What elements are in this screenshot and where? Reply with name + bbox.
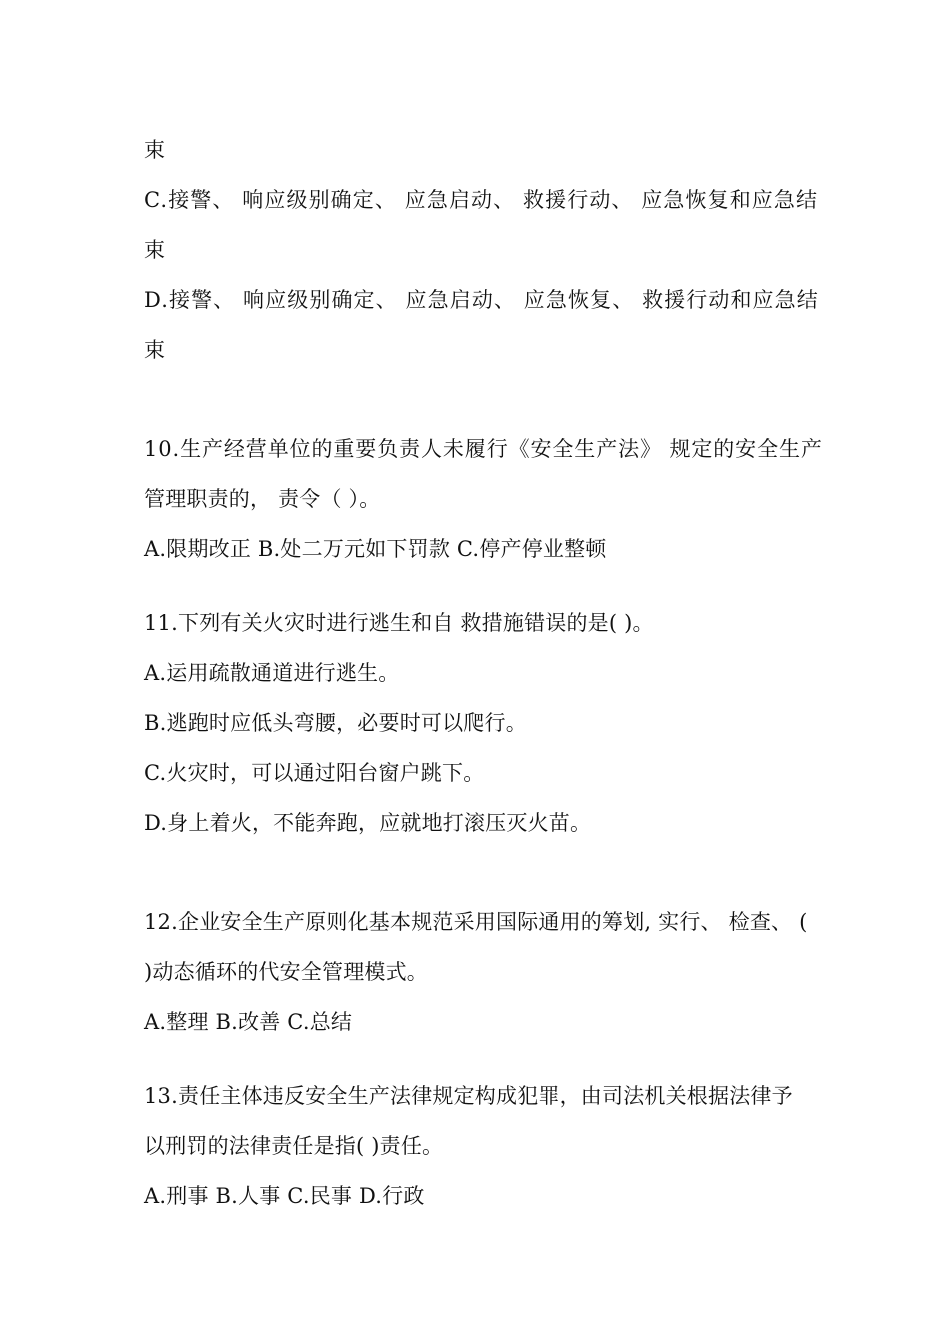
question-11-option-b: B.逃跑时应低头弯腰，必要时可以爬行。	[144, 711, 527, 735]
question-9-option-c: C.接警、 响应级别确定、 应急启动、 救援行动、 应急恢复和应急结	[144, 188, 819, 212]
question-13-text-continuation: 以刑罚的法律责任是指( )责任。	[144, 1134, 444, 1158]
option-b-continuation: 束	[144, 138, 166, 162]
question-10-options: A.限期改正 B.处二万元如下罚款 C.停产停业整顿	[144, 537, 607, 561]
question-11-text: 11.下列有关火灾时进行逃生和自 救措施错误的是( )。	[144, 611, 654, 635]
question-10-text-continuation: 管理职责的， 责令（ ）。	[144, 487, 381, 511]
question-13-text: 13.责任主体违反安全生产法律规定构成犯罪，由司法机关根据法律予	[144, 1084, 793, 1108]
question-13-options: A.刑事 B.人事 C.民事 D.行政	[144, 1184, 425, 1208]
question-12-text-continuation: )动态循环的代安全管理模式。	[144, 960, 428, 984]
question-12-text: 12.企业安全生产原则化基本规范采用国际通用的筹划, 实行、 检查、 (	[144, 910, 808, 934]
question-10-text: 10.生产经营单位的重要负责人未履行《安全生产法》 规定的安全生产	[144, 437, 823, 461]
question-11-option-a: A.运用疏散通道进行逃生。	[144, 661, 400, 685]
question-11-option-d: D.身上着火，不能奔跑，应就地打滚压灭火苗。	[144, 811, 592, 835]
question-11-option-c: C.火灾时，可以通过阳台窗户跳下。	[144, 761, 485, 785]
question-9-option-d-continuation: 束	[144, 338, 166, 362]
question-12-options: A.整理 B.改善 C.总结	[144, 1010, 353, 1034]
question-9-option-d: D.接警、 响应级别确定、 应急启动、 应急恢复、 救援行动和应急结	[144, 288, 819, 312]
question-9-option-c-continuation: 束	[144, 238, 166, 262]
